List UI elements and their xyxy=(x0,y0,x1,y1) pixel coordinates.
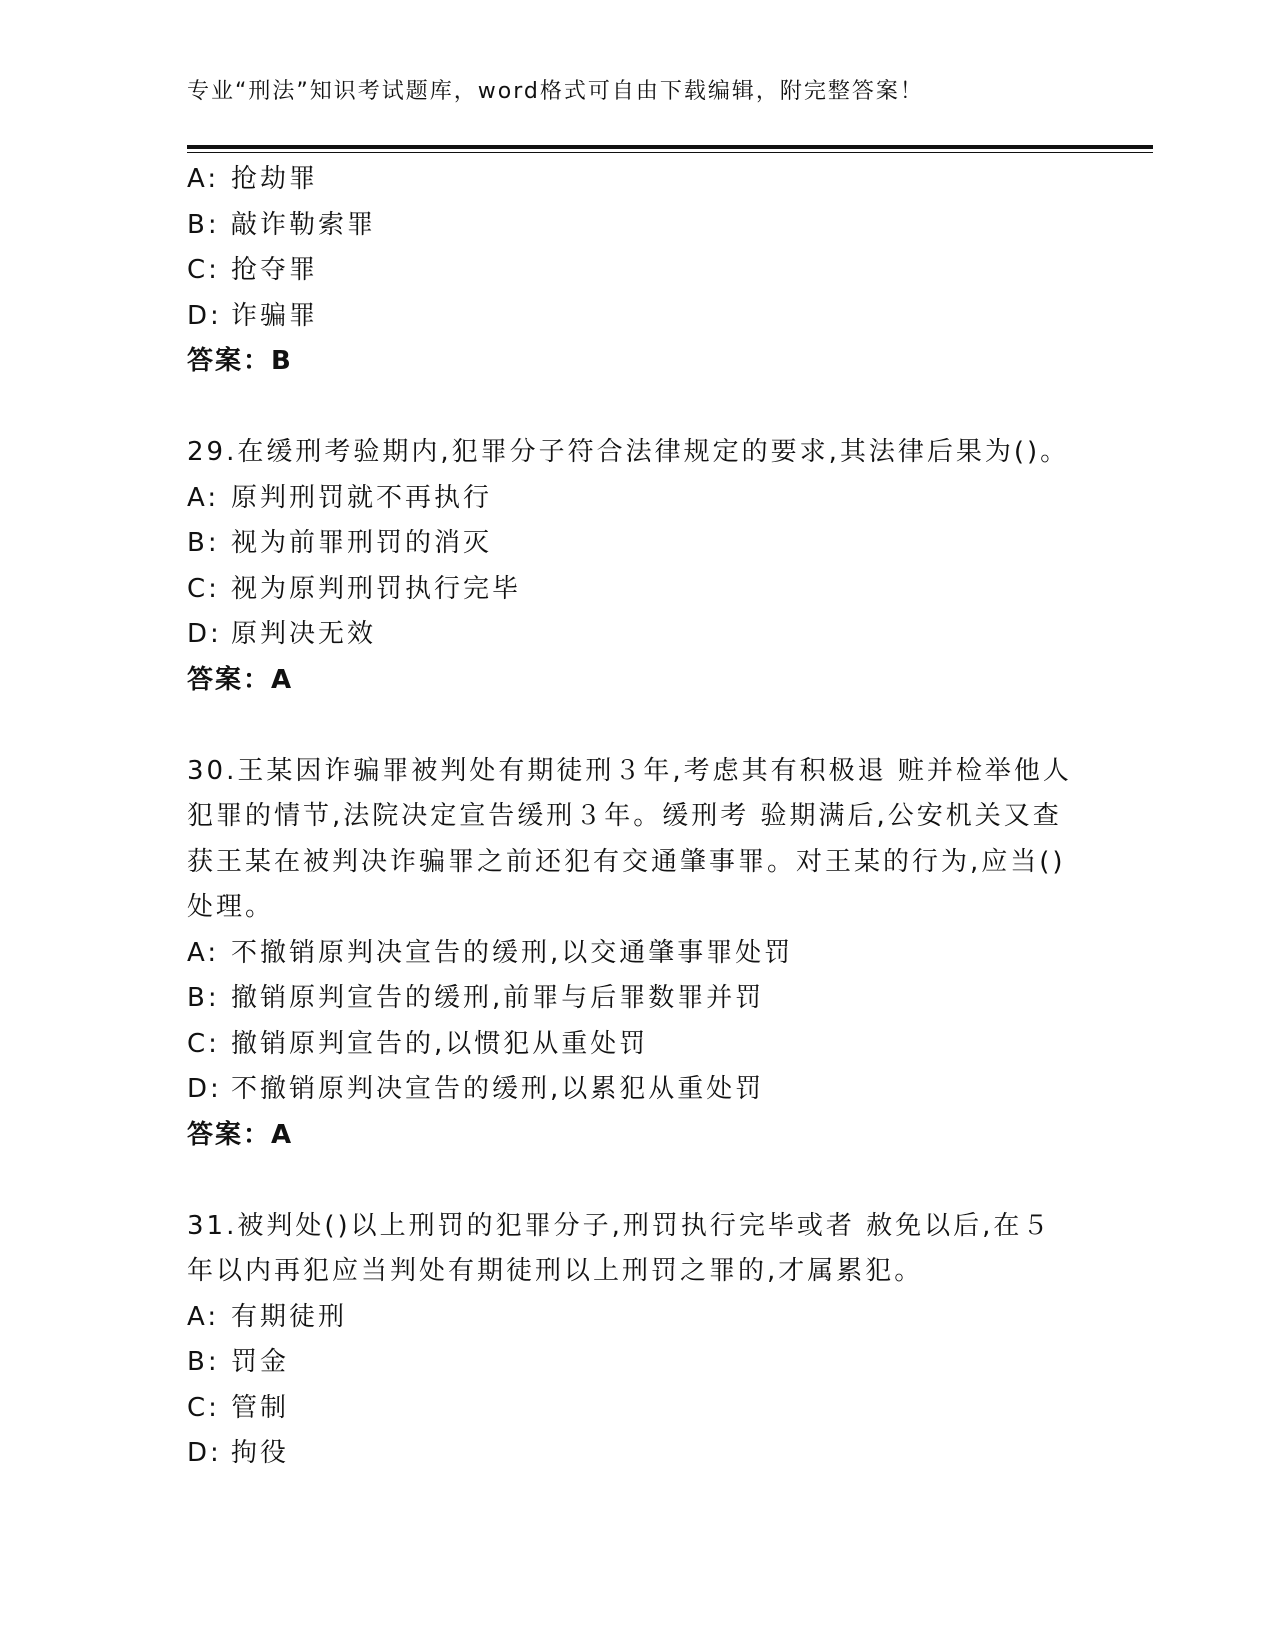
option-text: 撤销原判宣告的缓刑,前罪与后罪数罪并罚 xyxy=(231,983,765,1013)
header-rule-thin xyxy=(187,152,1153,153)
option-letter: D: xyxy=(187,1438,222,1468)
document-header: 专业“刑法”知识考试题库，word格式可自由下载编辑，附完整答案！ xyxy=(187,79,924,104)
question-stem-line: 30.王某因诈骗罪被判处有期徒刑３年,考虑其有积极退 赃并检举他人 xyxy=(187,755,1072,786)
spacer xyxy=(187,1158,1087,1204)
option-d xyxy=(187,1431,1087,1477)
option-b xyxy=(187,1340,1087,1386)
option-text: 抢劫罪 xyxy=(231,164,319,194)
option-a xyxy=(187,157,1087,203)
option-c xyxy=(187,248,1087,294)
option-d xyxy=(187,612,1087,658)
option-a xyxy=(187,931,1087,977)
option-c xyxy=(187,1022,1087,1068)
option-a xyxy=(187,1295,1087,1341)
option-letter: D: xyxy=(187,619,222,649)
option-letter: D: xyxy=(187,300,222,331)
option-letter: C: xyxy=(187,255,220,285)
answer-line: 答案：A xyxy=(187,1119,294,1150)
option-text: 拘役 xyxy=(231,1438,290,1468)
option-text: 原判刑罚就不再执行 xyxy=(231,482,493,513)
option-text: 敲诈勒索罪 xyxy=(231,209,377,240)
option-text: 抢夺罪 xyxy=(231,255,319,285)
question-stem-line: 处理。 xyxy=(187,892,275,922)
option-text: 撤销原判宣告的,以惯犯从重处罚 xyxy=(231,1028,649,1059)
answer-line: 答案：A xyxy=(187,664,294,695)
option-text: 诈骗罪 xyxy=(231,300,319,331)
option-text: 管制 xyxy=(231,1392,290,1423)
option-a xyxy=(187,476,1087,522)
option-text: 不撤销原判决宣告的缓刑,以交通肇事罪处罚 xyxy=(231,937,794,968)
answer-line: 答案：B xyxy=(187,346,293,376)
question-stem-line: 犯罪的情节,法院决定宣告缓刑３年。缓刑考 验期满后,公安机关又查 xyxy=(187,801,1062,831)
option-c xyxy=(187,567,1087,613)
option-letter: B: xyxy=(187,209,220,240)
option-letter: A: xyxy=(187,164,220,194)
question-28 xyxy=(187,157,1087,385)
option-b xyxy=(187,203,1087,249)
option-text: 有期徒刑 xyxy=(231,1301,348,1332)
spacer xyxy=(187,703,1087,749)
option-text: 不撤销原判决宣告的缓刑,以累犯从重处罚 xyxy=(231,1074,765,1104)
question-30 xyxy=(187,749,1087,1159)
option-d xyxy=(187,294,1087,340)
question-29 xyxy=(187,430,1087,703)
question-stem-line: 29.在缓刑考验期内,犯罪分子符合法律规定的要求,其法律后果为()。 xyxy=(187,437,1070,467)
question-stem-line: 31.被判处()以上刑罚的犯罪分子,刑罚执行完毕或者 赦免以后,在５ xyxy=(187,1210,1052,1241)
option-letter: B: xyxy=(187,983,220,1013)
option-letter: C: xyxy=(187,1392,220,1423)
option-letter: B: xyxy=(187,528,220,558)
option-b xyxy=(187,521,1087,567)
option-b xyxy=(187,976,1087,1022)
option-text: 视为原判刑罚执行完毕 xyxy=(231,573,522,604)
option-text: 原判决无效 xyxy=(231,619,377,649)
option-letter: C: xyxy=(187,1028,220,1059)
option-letter: A: xyxy=(187,937,220,968)
option-letter: D: xyxy=(187,1074,222,1104)
option-letter: A: xyxy=(187,482,220,513)
question-stem-line: 获王某在被判决诈骗罪之前还犯有交通肇事罪。对王某的行为,应当() xyxy=(187,846,1066,877)
option-letter: A: xyxy=(187,1301,220,1332)
question-31 xyxy=(187,1204,1087,1477)
option-letter: C: xyxy=(187,573,220,604)
option-d xyxy=(187,1067,1087,1113)
question-content xyxy=(187,157,1087,1477)
spacer xyxy=(187,385,1087,431)
option-letter: B: xyxy=(187,1347,220,1377)
option-text: 罚金 xyxy=(231,1347,290,1377)
header-rule-thick xyxy=(187,145,1153,149)
option-text: 视为前罪刑罚的消灭 xyxy=(231,528,493,558)
question-stem-line: 年以内再犯应当判处有期徒刑以上刑罚之罪的,才属累犯。 xyxy=(187,1256,924,1286)
option-c xyxy=(187,1386,1087,1432)
